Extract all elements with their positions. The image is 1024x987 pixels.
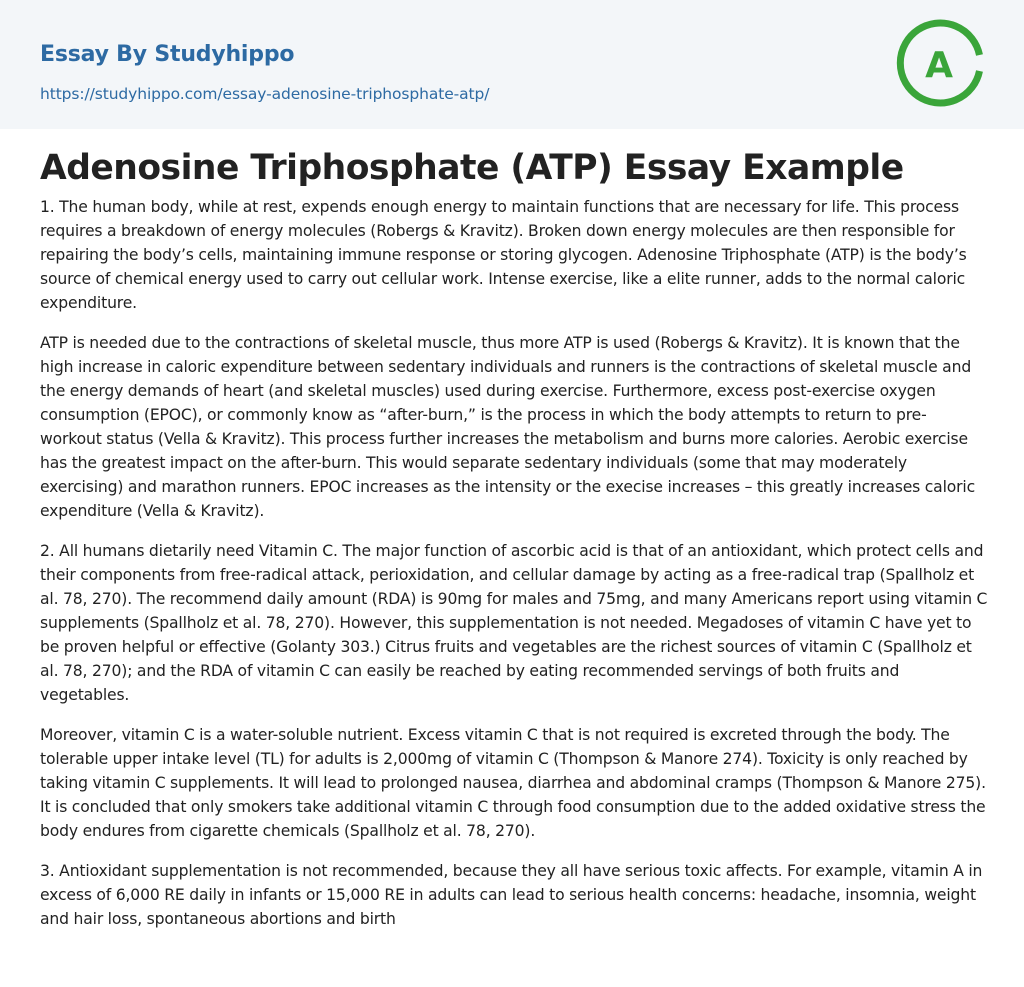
paragraph-4: Moreover, vitamin C is a water-soluble nutrient. Excess vitamin C that is not required is excreted through the body. The tolerable upper intake level (TL) for adults is 2,000mg of vitamin C (Thompson & Manore 274). Toxicity is only reached by taking vitamin C supplements. It will lead to prolonged nausea, diarrhea and abdominal cramps (Thompson & Manore 275). It is concluded that only smokers take additional vitamin C through food consumption due to the added oxidative stress the body endures from cigarette chemicals (Spallholz et al. 78, 270). (40, 726, 986, 840)
site-header (0, 0, 1024, 129)
site-brand[interactable]: Essay By Studyhippo (40, 42, 295, 67)
studyhippo-logo-icon[interactable] (896, 19, 986, 107)
paragraph-2: ATP is needed due to the contractions of skeletal muscle, thus more ATP is used (Robergs & Kravitz). It is known that the high increase in caloric expenditure between sedentary individuals and runners is the contractions of skeletal muscle and the energy demands of heart (and skeletal muscles) used during exercise. Furthermore, excess post-exercise oxygen consumption (EPOC), or commonly know as “after-burn,” is the process in which the body attempts to return to pre-workout status (Vella & Kravitz). This process further increases the metabolism and burns more calories. Aerobic exercise has the greatest impact on the after-burn. This would separate sedentary individuals (some that may moderately exercising) and marathon runners. EPOC increases as the intensity or the execise increases – this greatly increases caloric expenditure (Vella & Kravitz). (40, 334, 976, 520)
paragraph-1: 1. The human body, while at rest, expends enough energy to maintain functions that are necessary for life. This process requires a breakdown of energy molecules (Robergs & Kravitz). Broken down energy molecules are then responsible for repairing the body’s cells, maintaining immune response or storing glycogen. Adenosine Triphosphate (ATP) is the body’s source of chemical energy used to carry out cellular work. Intense exercise, like a elite runner, adds to the normal caloric expenditure. (40, 198, 967, 312)
paragraph-5: 3. Antioxidant supplementation is not recommended, because they all have serious toxic affects. For example, vitamin A in excess of 6,000 RE daily in infants or 15,000 RE in adults can lead to serious health concerns: headache, insomnia, weight and hair loss, spontaneous abortions and birth (40, 862, 983, 928)
paragraph-3: 2. All humans dietarily need Vitamin C. The major function of ascorbic acid is that of an antioxidant, which protect cells and their components from free-radical attack, perioxidation, and cellular damage by acting as a free-radical trap (Spallholz et al. 78, 270). The recommend daily amount (RDA) is 90mg for males and 75mg, and many Americans report using vitamin C supplements (Spallholz et al. 78, 270). However, this supplementation is not needed. Megadoses of vitamin C have yet to be proven helpful or effective (Golanty 303.) Citrus fruits and vegetables are the richest sources of vitamin C (Spallholz et al. 78, 270); and the RDA of vitamin C can easily be reached by eating recommended servings of both fruits and vegetables. (40, 542, 988, 704)
article-url-link[interactable]: https://studyhippo.com/essay-adenosine-triphosphate-atp/ (40, 85, 490, 103)
logo-letter: A (925, 45, 953, 86)
article-body (40, 195, 988, 947)
page-title: Adenosine Triphosphate (ATP) Essay Example (40, 148, 904, 188)
